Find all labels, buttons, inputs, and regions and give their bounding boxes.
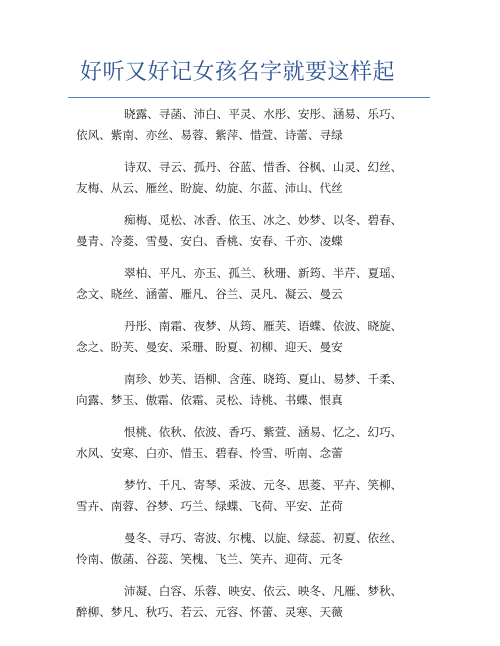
paragraph-line: 丹彤、南霜、夜梦、从筠、雁芙、语蝶、依波、晓旋、 <box>124 319 403 333</box>
paragraph-line: 雪卉、南蓉、谷梦、巧兰、绿蝶、飞荷、平安、芷荷 <box>76 499 343 513</box>
paragraph-line: 友梅、从云、雁丝、盼旋、幼旋、尔蓝、沛山、代丝 <box>76 181 343 195</box>
name-paragraph <box>76 581 412 623</box>
paragraph-line: 曼冬、寻巧、寄波、尔槐、以旋、绿蕊、初夏、依丝、 <box>124 531 403 545</box>
name-paragraph <box>76 316 412 358</box>
title-divider <box>68 97 430 98</box>
document-body <box>76 104 412 634</box>
paragraph-line: 曼青、冷菱、雪曼、安白、香桃、安春、千亦、凌蝶 <box>76 234 343 248</box>
paragraph-line: 梦竹、千凡、寄琴、采波、元冬、思菱、平卉、笑柳、 <box>124 478 403 492</box>
name-paragraph <box>76 475 412 517</box>
document-title: 好听又好记女孩名字就要这样起 <box>80 60 396 85</box>
paragraph-line: 醉柳、梦凡、秋巧、若云、元容、怀蕾、灵寒、天薇 <box>76 605 343 619</box>
paragraph-line: 南珍、妙芙、语柳、含莲、晓筠、夏山、易梦、千柔、 <box>124 372 403 386</box>
name-paragraph <box>76 210 412 252</box>
paragraph-line: 依风、紫南、亦丝、易蓉、紫萍、惜萱、诗蕾、寻绿 <box>76 128 343 142</box>
name-paragraph <box>76 157 412 199</box>
name-paragraph <box>76 422 412 464</box>
name-paragraph <box>76 263 412 305</box>
paragraph-line: 念文、晓丝、涵蕾、雁凡、谷兰、灵凡、凝云、曼云 <box>76 287 343 301</box>
paragraph-line: 诗双、寻云、孤丹、谷蓝、惜香、谷枫、山灵、幻丝、 <box>124 160 403 174</box>
paragraph-line: 水风、安寒、白亦、惜玉、碧春、怜雪、听南、念蕾 <box>76 446 343 460</box>
paragraph-line: 恨桃、依秋、依波、香巧、紫萱、涵易、忆之、幻巧、 <box>124 425 403 439</box>
name-paragraph <box>76 369 412 411</box>
name-paragraph <box>76 104 412 146</box>
paragraph-line: 念之、盼芙、曼安、采珊、盼夏、初柳、迎天、曼安 <box>76 340 343 354</box>
name-paragraph <box>76 528 412 570</box>
paragraph-line: 向露、梦玉、傲霜、依霜、灵松、诗桃、书蝶、恨真 <box>76 393 343 407</box>
paragraph-line: 沛凝、白容、乐蓉、映安、依云、映冬、凡雁、梦秋、 <box>124 584 403 598</box>
paragraph-line: 怜南、傲菡、谷蕊、笑槐、飞兰、笑卉、迎荷、元冬 <box>76 552 343 566</box>
paragraph-line: 晓露、寻菡、沛白、平灵、水彤、安彤、涵易、乐巧、 <box>124 107 403 121</box>
paragraph-line: 痴梅、觅松、冰香、依玉、冰之、妙梦、以冬、碧春、 <box>124 213 403 227</box>
paragraph-line: 翠柏、平凡、亦玉、孤兰、秋珊、新筠、半芹、夏瑶、 <box>124 266 403 280</box>
